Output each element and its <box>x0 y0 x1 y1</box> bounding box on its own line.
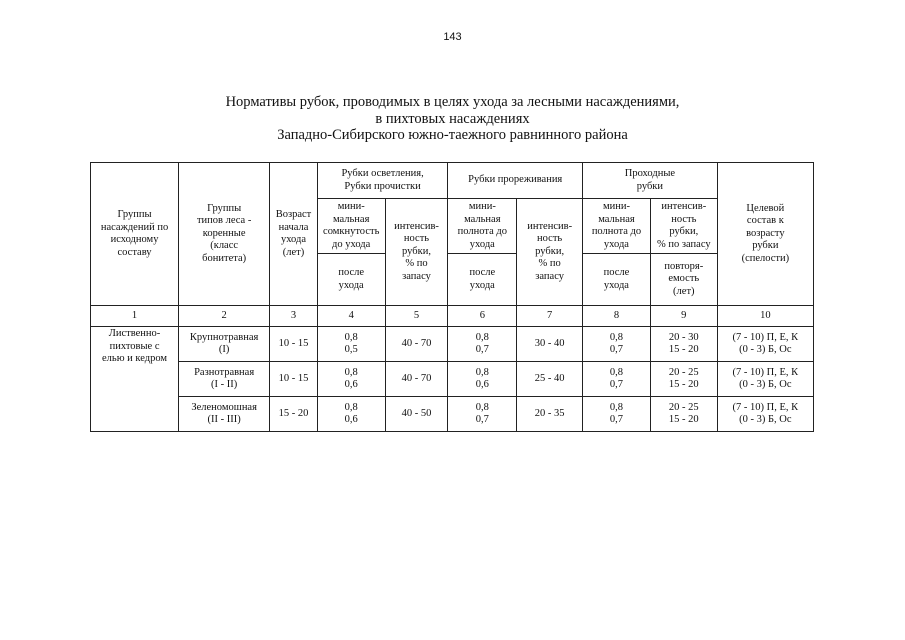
target-composition-cell: (7 - 10) П, Е, К (0 - 3) Б, Ос <box>717 327 813 362</box>
column-number: 3 <box>270 306 318 327</box>
forest-type-cell: Крупнотравная (I) <box>179 327 270 362</box>
table-row <box>91 362 814 397</box>
column-number: 4 <box>317 306 385 327</box>
value-cell: 0,8 0,6 <box>317 397 385 432</box>
header-group-prohodnye: Проходные рубки <box>583 163 718 199</box>
column-number: 6 <box>448 306 517 327</box>
column-number: 10 <box>717 306 813 327</box>
header-cell: мини- мальная сомкнутость до ухода <box>317 199 385 254</box>
table-row <box>91 327 814 362</box>
header-cell: интенсив- ность рубки, % по запасу <box>517 199 583 306</box>
age-cell: 10 - 15 <box>270 327 318 362</box>
value-cell: 20 - 30 15 - 20 <box>650 327 717 362</box>
page-number: 143 <box>443 31 462 43</box>
value-cell: 20 - 25 15 - 20 <box>650 397 717 432</box>
column-number-row <box>91 306 814 327</box>
value-cell: 0,8 0,7 <box>583 327 651 362</box>
value-cell: 30 - 40 <box>517 327 583 362</box>
header-group-osvetlenie: Рубки осветления, Рубки прочистки <box>317 163 448 199</box>
value-cell: 40 - 70 <box>385 362 448 397</box>
header-cell: Целевой состав к возрасту рубки (спелости) <box>717 163 813 306</box>
column-number: 9 <box>650 306 717 327</box>
column-number: 1 <box>91 306 179 327</box>
table-row <box>91 397 814 432</box>
header-cell: мини- мальная полнота до ухода <box>448 199 517 254</box>
header-cell: Возраст начала ухода (лет) <box>270 163 318 306</box>
value-cell: 0,8 0,5 <box>317 327 385 362</box>
column-number: 2 <box>179 306 270 327</box>
header-cell: повторя- емость (лет) <box>650 254 717 306</box>
value-cell: 40 - 50 <box>385 397 448 432</box>
header-cell: после ухода <box>448 254 517 306</box>
value-cell: 20 - 35 <box>517 397 583 432</box>
value-cell: 20 - 25 15 - 20 <box>650 362 717 397</box>
header-cell: мини- мальная полнота до ухода <box>583 199 651 254</box>
value-cell: 0,8 0,7 <box>583 397 651 432</box>
column-number: 5 <box>385 306 448 327</box>
header-cell: интенсив- ность рубки, % по запасу <box>385 199 448 306</box>
header-cell: Группы насаждений по исходному составу <box>91 163 179 306</box>
forest-type-cell: Разнотравная (I - II) <box>179 362 270 397</box>
age-cell: 10 - 15 <box>270 362 318 397</box>
title-line: Западно-Сибирского южно-таежного равнинного района <box>277 127 628 143</box>
header-group-prorezhivanie: Рубки прореживания <box>448 163 583 199</box>
value-cell: 40 - 70 <box>385 327 448 362</box>
target-composition-cell: (7 - 10) П, Е, К (0 - 3) Б, Ос <box>717 397 813 432</box>
age-cell: 15 - 20 <box>270 397 318 432</box>
value-cell: 0,8 0,6 <box>448 362 517 397</box>
column-number: 8 <box>583 306 651 327</box>
value-cell: 25 - 40 <box>517 362 583 397</box>
column-number: 7 <box>517 306 583 327</box>
title-line: Нормативы рубок, проводимых в целях ухода за лесными насаждениями, <box>225 94 680 110</box>
value-cell: 0,8 0,7 <box>583 362 651 397</box>
norms-table <box>90 162 814 432</box>
title-line: в пихтовых насаждениях <box>375 110 530 127</box>
document-title <box>0 94 905 144</box>
group-name-cell: Лиственно- пихтовые с елью и кедром <box>91 327 179 432</box>
header-cell: интенсив- ность рубки, % по запасу <box>650 199 717 254</box>
target-composition-cell: (7 - 10) П, Е, К (0 - 3) Б, Ос <box>717 362 813 397</box>
value-cell: 0,8 0,7 <box>448 327 517 362</box>
value-cell: 0,8 0,7 <box>448 397 517 432</box>
header-cell: после ухода <box>317 254 385 306</box>
header-cell: после ухода <box>583 254 651 306</box>
header-cell: Группы типов леса - коренные (класс бонитета) <box>179 163 270 306</box>
forest-type-cell: Зеленомошная (II - III) <box>179 397 270 432</box>
value-cell: 0,8 0,6 <box>317 362 385 397</box>
